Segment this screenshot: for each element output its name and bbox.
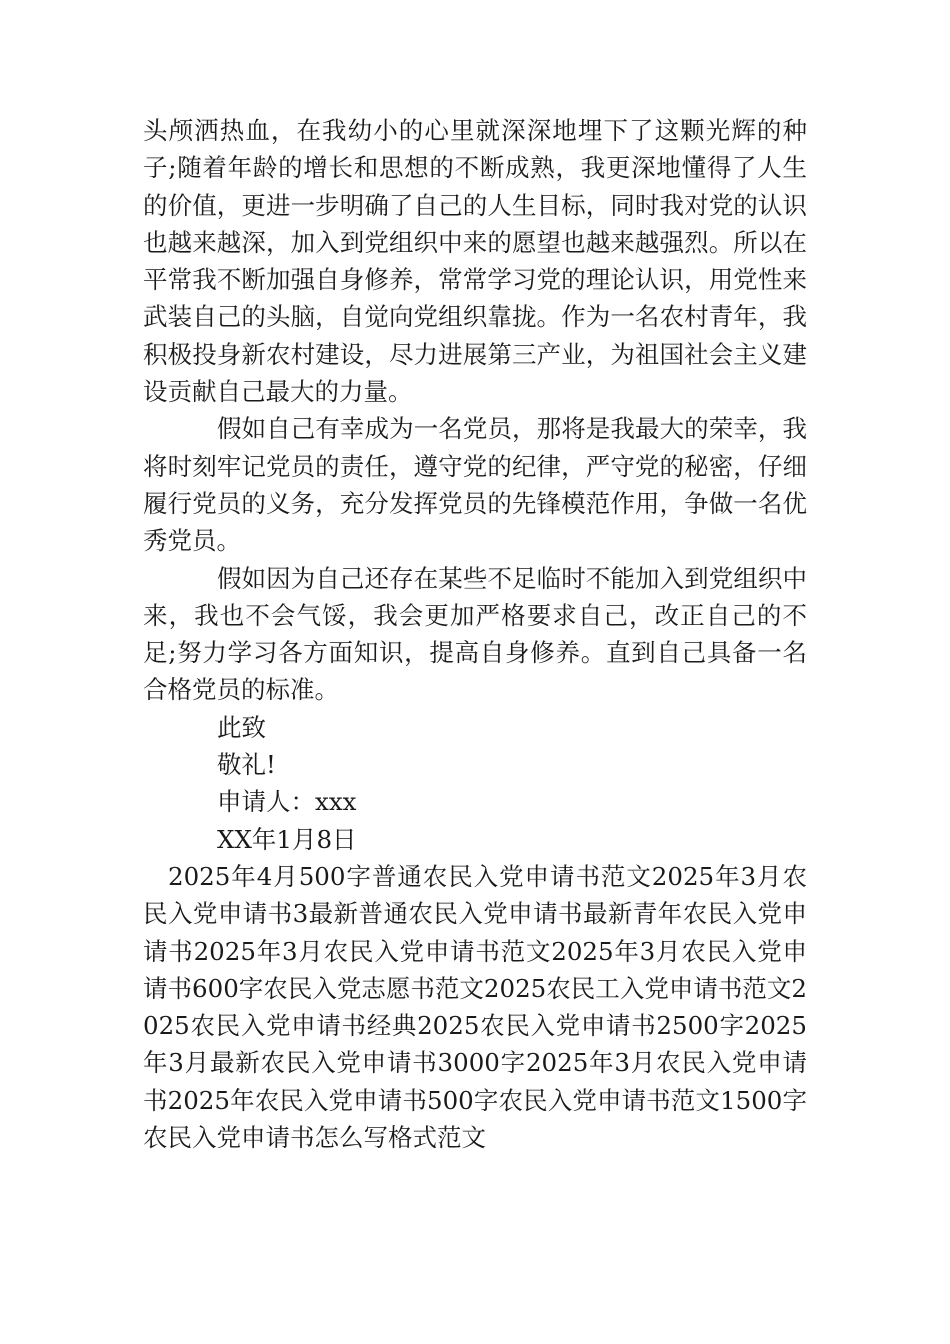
paragraph-if-not-admitted: 假如因为自己还存在某些不足临时不能加入到党组织中来，我也不会气馁，我会更加严格要求自己，改正自己的不足;努力学习各方面知识，提高自身修养。直到自己具备一名合格党员的标准。	[143, 563, 807, 705]
document-body	[143, 112, 807, 1156]
paragraph-party-member-pledge: 假如自己有幸成为一名党员，那将是我最大的荣幸，我将时刻牢记党员的责任，遵守党的纪律，严守党的秘密，仔细履行党员的义务，充分发挥党员的先锋模范作用，争做一名优秀党员。	[143, 414, 807, 556]
related-titles: 2025年4月500字普通农民入党申请书范文2025年3月农民入党申请书3最新普通农民入党申请书最新青年农民入党申请书2025年3月农民入党申请书范文2025年3月农民入党申请书600字农民入党志愿书范文2025农民工入党申请书范文2025农民入党申请书经典2025农民入党申请书2500字2025年3月最新农民入党申请书3000字2025年3月农民入党申请书2025年农民入党申请书500字农民入党申请书范文1500字农民入党申请书怎么写格式范文	[143, 861, 807, 1153]
closing-regards: 敬礼!	[217, 750, 276, 780]
application-date: XX年1月8日	[217, 824, 357, 854]
closing-salutation: 此致	[217, 712, 266, 742]
paragraph-continuation: 头颅洒热血，在我幼小的心里就深深地埋下了这颗光辉的种子;随着年龄的增长和思想的不断成熟，我更深地懂得了人生的价值，更进一步明确了自己的人生目标，同时我对党的认识也越来越深，加入到党组织中来的愿望也越来越强烈。所以在平常我不断加强自身修养，常常学习党的理论认识，用党性来武装自己的头脑，自觉向党组织靠拢。作为一名农村青年，我积极投身新农村建设，尽力进展第三产业，为祖国社会主义建设贡献自己最大的力量。	[143, 116, 807, 407]
applicant-signature: 申请人：xxx	[217, 787, 357, 817]
